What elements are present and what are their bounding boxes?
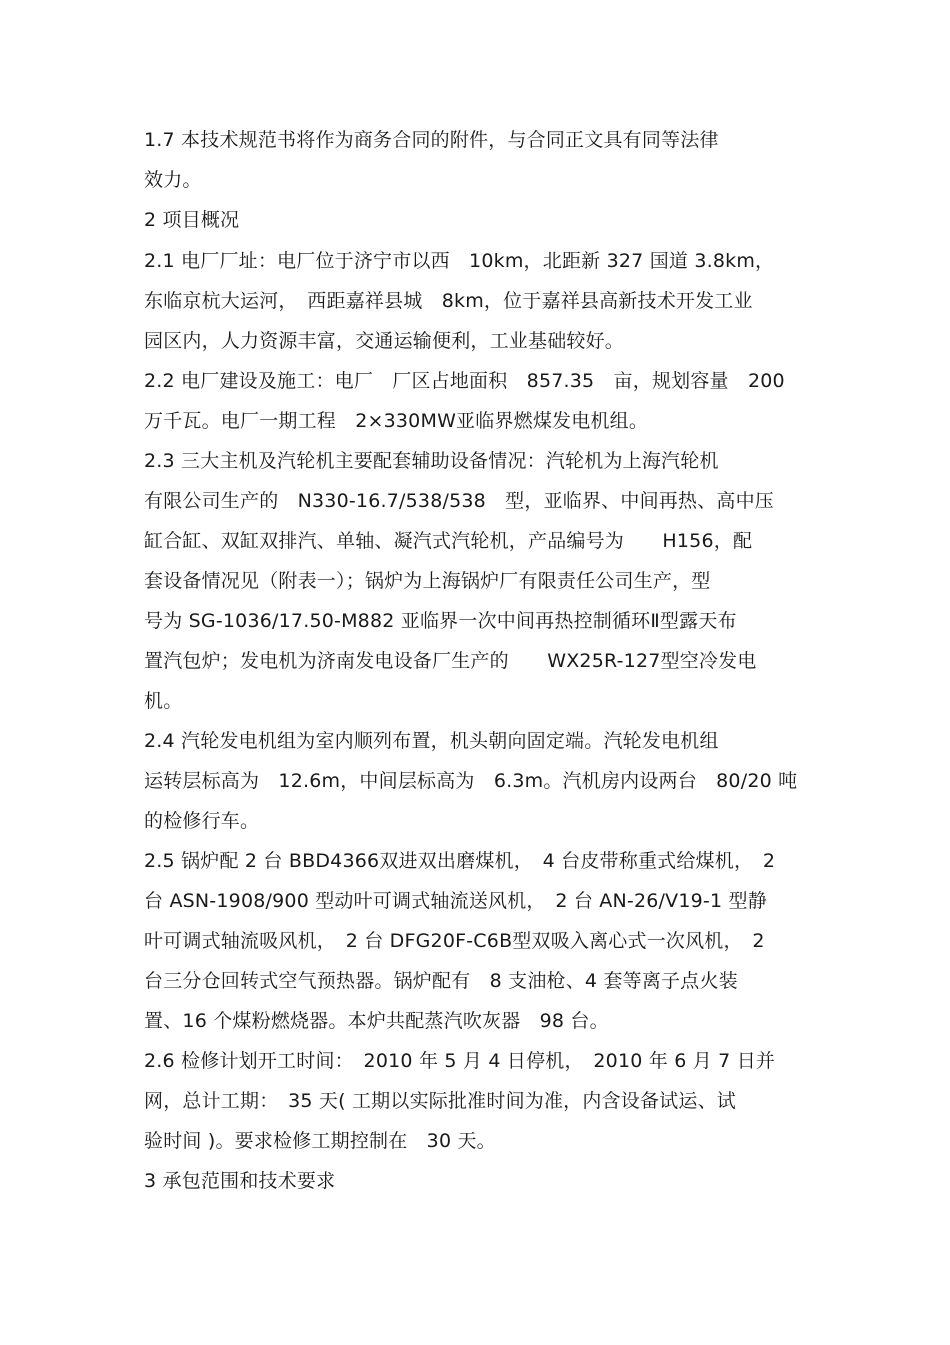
paragraph-line: 东临京杭大运河， 西距嘉祥县城 8km，位于嘉祥县高新技术开发工业 (144, 290, 753, 312)
paragraph-line: 万千瓦。电厂一期工程 2×330MW亚临界燃煤发电机组。 (144, 410, 649, 432)
paragraph-line: 1.7 本技术规范书将作为商务合同的附件，与合同正文具有同等法律 (144, 129, 719, 151)
paragraph-line: 置汽包炉；发电机为济南发电设备厂生产的 WX25R-127型空冷发电 (144, 650, 757, 672)
paragraph-line: 2.3 三大主机及汽轮机主要配套辅助设备情况：汽轮机为上海汽轮机 (144, 450, 719, 472)
paragraph-line: 台三分仓回转式空气预热器。锅炉配有 8 支油枪、4 套等离子点火装 (144, 970, 738, 992)
paragraph-line: 的检修行车。 (144, 810, 260, 832)
paragraph-line: 有限公司生产的 N330-16.7/538/538 型，亚临界、中间再热、高中压 (144, 490, 774, 512)
paragraph-line: 机。 (144, 690, 183, 712)
paragraph-line: 园区内，人力资源丰富，交通运输便利，工业基础较好。 (144, 330, 625, 352)
paragraph-line: 台 ASN-1908/900 型动叶可调式轴流送风机， 2 台 AN-26/V19-1 型静 (144, 890, 767, 912)
paragraph-line: 叶可调式轴流吸风机， 2 台 DFG20F-C6B型双吸入离心式一次风机， 2 (144, 930, 765, 952)
paragraph-line: 2.5 锅炉配 2 台 BBD4366双进双出磨煤机， 4 台皮带称重式给煤机， 2 (144, 850, 776, 872)
paragraph-line: 2.1 电厂厂址：电厂位于济宁市以西 10km，北距新 327 国道 3.8km， (144, 250, 775, 272)
section-heading: 2 项目概况 (144, 209, 240, 231)
paragraph-line: 效力。 (144, 169, 202, 191)
paragraph-line: 运转层标高为 12.6m，中间层标高为 6.3m。汽机房内设两台 80/20 吨 (144, 770, 798, 792)
paragraph-line: 2.6 检修计划开工时间： 2010 年 5 月 4 日停机， 2010 年 6 月 7 日并 (144, 1050, 776, 1072)
paragraph-line: 置、16 个煤粉燃烧器。本炉共配蒸汽吹灰器 98 台。 (144, 1010, 609, 1032)
paragraph-line: 网，总计工期： 35 天( 工期以实际批准时间为准，内含设备试运、试 (144, 1090, 736, 1112)
paragraph-line: 号为 SG-1036/17.50-M882 亚临界一次中间再热控制循环Ⅱ型露天布 (144, 610, 737, 632)
paragraph-line: 套设备情况见（附表一）；锅炉为上海锅炉厂有限责任公司生产，型 (144, 570, 711, 592)
section-heading: 3 承包范围和技术要求 (144, 1170, 336, 1192)
paragraph-line: 缸合缸、双缸双排汽、单轴、凝汽式汽轮机，产品编号为 H156，配 (144, 530, 753, 552)
paragraph-line: 2.4 汽轮发电机组为室内顺列布置，机头朝向固定端。汽轮发电机组 (144, 730, 719, 752)
paragraph-line: 2.2 电厂建设及施工：电厂 厂区占地面积 857.35 亩，规划容量 200 (144, 370, 785, 392)
paragraph-line: 验时间 )。要求检修工期控制在 30 天。 (144, 1130, 496, 1152)
